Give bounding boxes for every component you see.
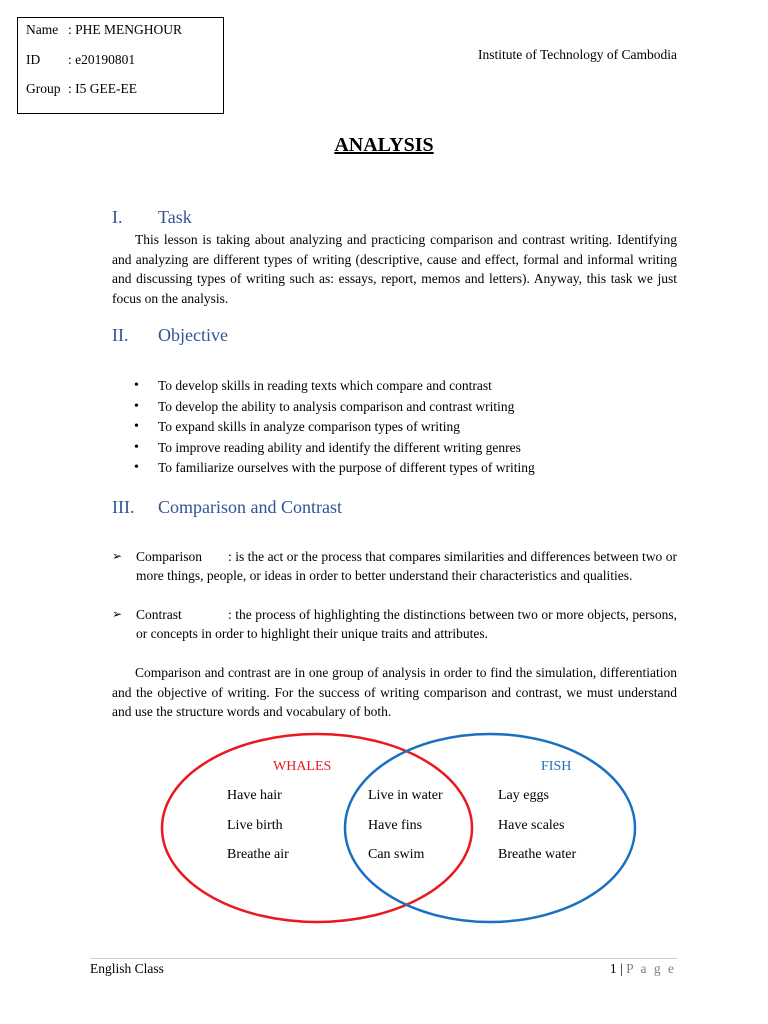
summary-paragraph: Comparison and contrast are in one group of analysis in order to find the simulation, differentiation and the objective of writing. For the success of writing comparison and contrast, we must understand and use the structure words and vocabulary of both. — [112, 665, 677, 719]
list-item: • To develop the ability to analysis comparison and contrast writing — [112, 397, 672, 418]
page-word: P a g e — [626, 961, 676, 976]
section-title: Task — [158, 207, 192, 227]
whales-label: WHALES — [273, 759, 332, 774]
group-label: Group — [26, 81, 61, 96]
page-title: ANALYSIS — [334, 134, 434, 156]
definition-term: Contrast — [136, 607, 182, 622]
footer-divider — [90, 958, 677, 959]
list-item: • To familiarize ourselves with the purpose of different types of writing — [112, 458, 672, 479]
footer-course: English Class — [90, 961, 164, 976]
name-label: Name — [26, 22, 59, 37]
institute-name: Institute of Technology of Cambodia — [477, 47, 677, 62]
fish-label: FISH — [541, 759, 572, 774]
list-item: • To improve reading ability and identify the different writing genres — [112, 438, 672, 459]
list-item: • To expand skills in analyze comparison types of writing — [112, 417, 672, 438]
id-label: ID — [26, 52, 41, 67]
fish-item: Have scales — [498, 818, 565, 833]
section-title: Comparison and Contrast — [158, 497, 342, 517]
footer-page — [610, 961, 676, 977]
whales-item: Have hair — [227, 788, 282, 803]
definition-text: : is the act or the process that compares similarities and differences between two or more things, people, or ideas in order to better understand their characteristics and qualities. — [136, 549, 677, 583]
task-paragraph: This lesson is taking about analyzing and practicing comparison and contrast writing. Identifying and analyzing are different types of writing (descriptive, cause and effect, formal and informal writing and discussing types of writing such as: essays, report, memos and letters). Anyway, this task we just focus on the analysis. — [112, 232, 677, 306]
arrow-bullet-icon: ➢ — [112, 549, 123, 563]
shared-item: Have fins — [368, 818, 423, 833]
section-number: II. — [112, 325, 129, 345]
list-item: • To develop skills in reading texts which compare and contrast — [112, 376, 672, 397]
group-value: : I5 GEE-EE — [68, 81, 137, 96]
arrow-bullet-icon: ➢ — [112, 607, 123, 621]
whales-item: Breathe air — [227, 847, 289, 862]
section-number: III. — [112, 497, 135, 517]
page-separator: | — [620, 961, 623, 976]
page-number: 1 — [609, 961, 617, 976]
name-value: : PHE MENGHOUR — [68, 22, 183, 37]
section-number: I. — [112, 207, 123, 227]
whales-item: Live birth — [227, 818, 283, 833]
fish-item: Breathe water — [498, 847, 577, 862]
shared-item: Can swim — [368, 847, 425, 862]
definition-text: : the process of highlighting the distinctions between two or more objects, persons, or concepts in order to highlight their unique traits and attributes. — [136, 607, 677, 641]
shared-item: Live in water — [368, 788, 443, 803]
section-title: Objective — [158, 325, 228, 345]
definition-term: Comparison — [136, 549, 202, 564]
id-value: : e20190801 — [68, 52, 136, 67]
fish-item: Lay eggs — [498, 788, 549, 803]
